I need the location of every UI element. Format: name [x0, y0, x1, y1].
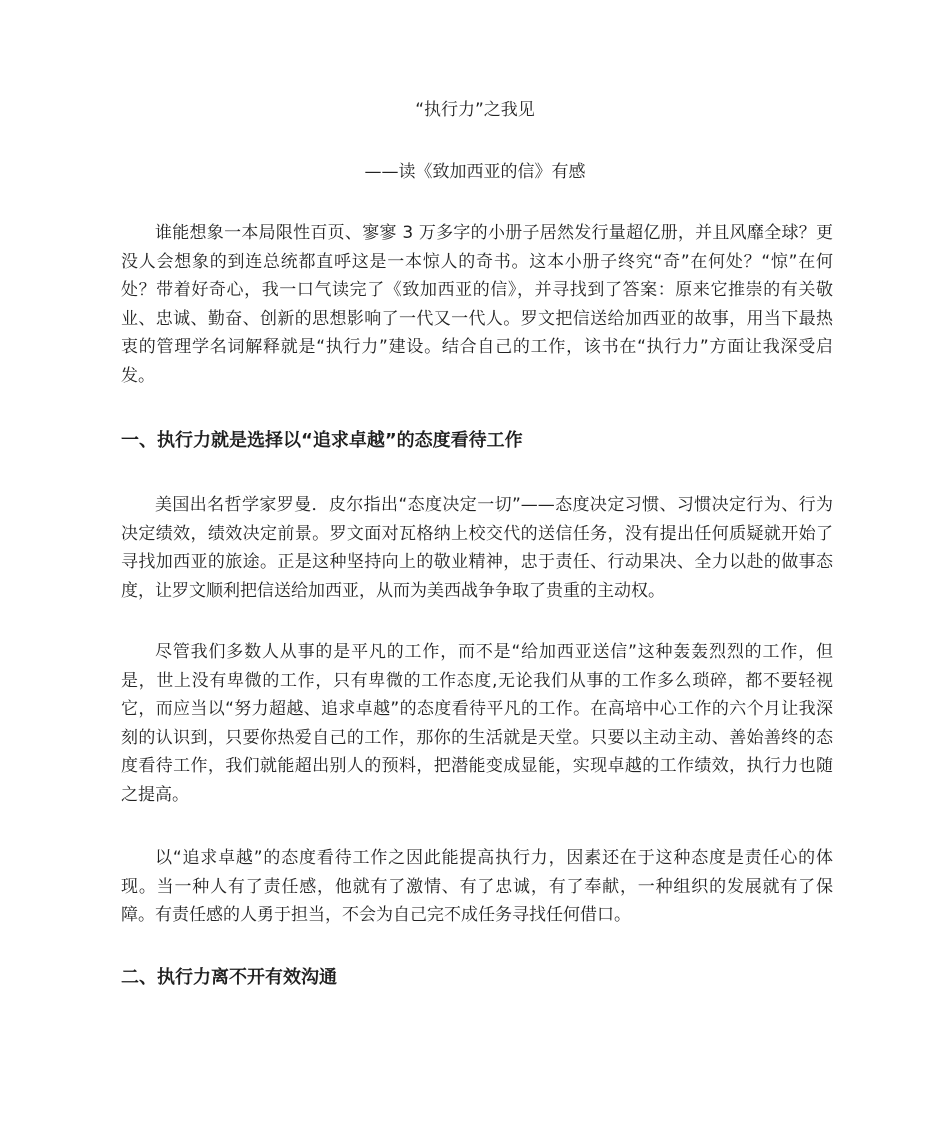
section-1-heading: 一、执行力就是选择以“追求卓越”的态度看待工作 [121, 430, 523, 451]
document-title: “执行力”之我见 [415, 100, 535, 120]
section-1-paragraph-3: 以“追求卓越”的态度看待工作之因此能提高执行力，因素还在于这种态度是责任心的体现。当一种人有了责任感，他就有了激情、有了忠诚，有了奉献，一种组织的发展就有了保障。有责任感的人勇于担当，不会为自己完不成任务寻找任何借口。 [121, 848, 833, 925]
section-2-heading: 二、执行力离不开有效沟通 [121, 967, 337, 988]
section-1-paragraph-2: 尽管我们多数人从事的是平凡的工作，而不是“给加西亚送信”这种轰轰烈烈的工作，但是，世上没有卑微的工作，只有卑微的工作态度,无论我们从事的工作多么琐碎，都不要轻视它，而应当以“努力超越、追求卓越”的态度看待平凡的工作。在高培中心工作的六个月让我深刻的认识到，只要你热爱自己的工作，那你的生活就是天堂。只要以主动主动、善始善终的态度看待工作，我们就能超出别人的预料，把潜能变成显能，实现卓越的工作绩效，执行力也随之提高。 [121, 642, 833, 805]
intro-paragraph: 谁能想象一本局限性百页、寥寥 3 万多字的小册子居然发行量超亿册，并且风靡全球？更没人会想象的到连总统都直呼这是一本惊人的奇书。这本小册子终究“奇”在何处？“惊”在何处？带着好奇心，我一口气读完了《致加西亚的信》，并寻找到了答案：原来它推崇的有关敬业、忠诚、勤奋、创新的思想影响了一代又一代人。罗文把信送给加西亚的故事，用当下最热衷的管理学名词解释就是“执行力”建设。结合自己的工作，该书在“执行力”方面让我深受启发。 [121, 223, 833, 386]
document-subtitle: ——读《致加西亚的信》有感 [364, 162, 586, 182]
section-1-paragraph-1: 美国出名哲学家罗曼．皮尔指出“态度决定一切”——态度决定习惯、习惯决定行为、行为决定绩效，绩效决定前景。罗文面对瓦格纳上校交代的送信任务，没有提出任何质疑就开始了寻找加西亚的旅途。正是这种坚持向上的敬业精神，忠于责任、行动果决、全力以赴的做事态度，让罗文顺利把信送给加西亚，从而为美西战争争取了贵重的主动权。 [121, 495, 833, 601]
